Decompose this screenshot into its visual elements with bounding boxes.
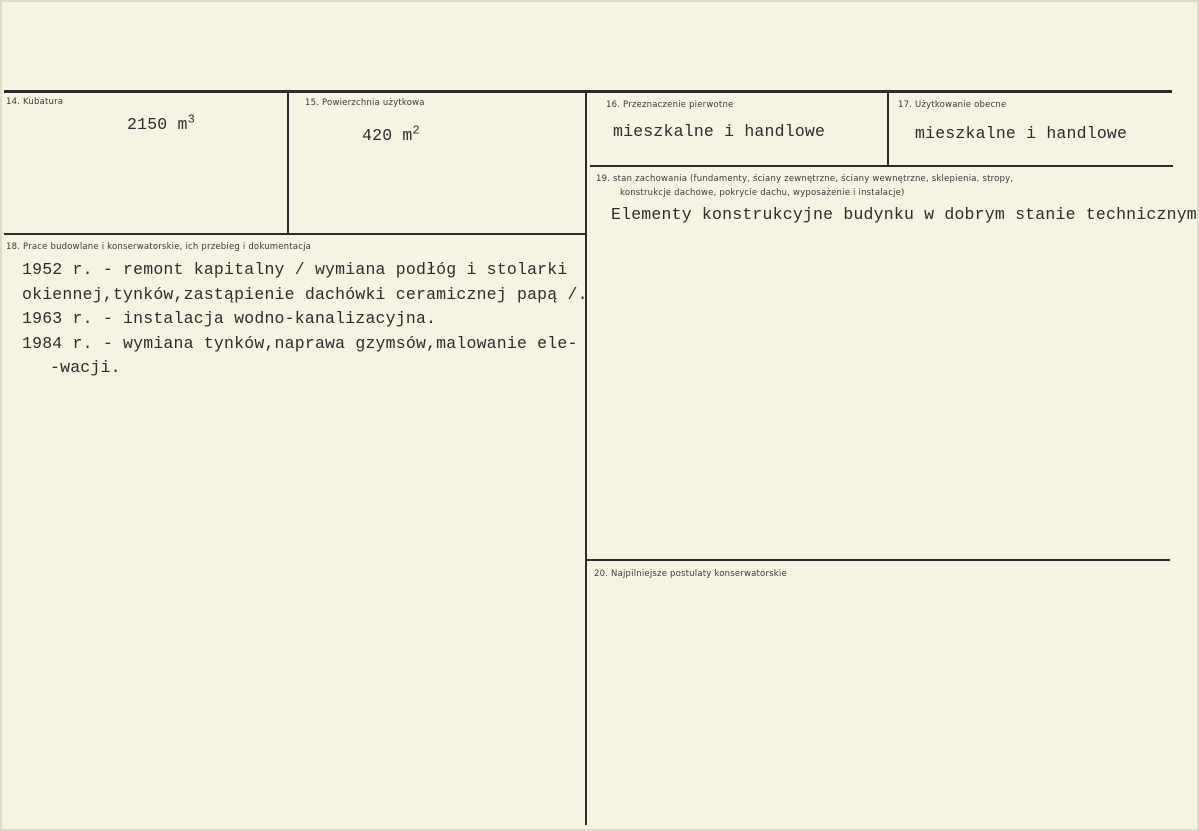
rule-above-20 [586, 559, 1170, 561]
label-stan-zachowania: 19. stan zachowania (fundamenty, ściany zewnętrzne, ściany wewnętrzne, sklepienia, stropy, [596, 174, 1014, 184]
top-rule [4, 90, 1172, 93]
vrule-16-17 [887, 93, 889, 166]
kubatura-number: 2150 m [127, 115, 188, 134]
rule-below-16-17 [590, 165, 1173, 167]
kubatura-exponent: 3 [187, 112, 196, 127]
label-kubatura: 14. Kubatura [6, 97, 64, 107]
prace-line: okiennej,tynków,zastąpienie dachówki ceramicznej papą /. [22, 284, 588, 304]
vrule-main [585, 93, 587, 825]
value-powierzchnia [362, 123, 420, 145]
label-uzytkowanie: 17. Użytkowanie obecne [898, 100, 1007, 110]
stan-zachowania-text: Elementy konstrukcyjne budynku w dobrym stanie technicznym [611, 205, 1197, 224]
label-postulaty: 20. Najpilniejsze postulaty konserwatorskie [594, 569, 787, 579]
prace-line: -wacji. [50, 358, 121, 377]
vrule-14-15 [287, 93, 289, 234]
powierzchnia-exponent: 2 [412, 123, 420, 138]
value-kubatura [127, 112, 196, 134]
label-prace: 18. Prace budowlane i konserwatorskie, ich przebieg i dokumentacja [6, 242, 312, 252]
label-przeznaczenie: 16. Przeznaczenie pierwotne [606, 100, 734, 110]
label-powierzchnia: 15. Powierzchnia użytkowa [305, 98, 425, 108]
value-uzytkowanie: mieszkalne i handlowe [915, 124, 1128, 143]
value-prace [22, 258, 588, 381]
rule-below-14-15 [4, 233, 586, 235]
value-stan-zachowania [611, 205, 1199, 224]
label-stan-zachowania-cont: konstrukcje dachowe, pokrycie dachu, wyposażenie i instalacje) [620, 188, 905, 198]
powierzchnia-number: 420 m [362, 126, 413, 145]
prace-line: 1963 r. - instalacja wodno-kanalizacyjna. [22, 309, 437, 328]
value-przeznaczenie: mieszkalne i handlowe [613, 122, 826, 141]
prace-line: 1952 r. - remont kapitalny / wymiana podłóg i stolarki [22, 260, 568, 279]
prace-line: 1984 r. - wymiana tynków,naprawa gzymsów,malowanie ele- [22, 333, 578, 353]
